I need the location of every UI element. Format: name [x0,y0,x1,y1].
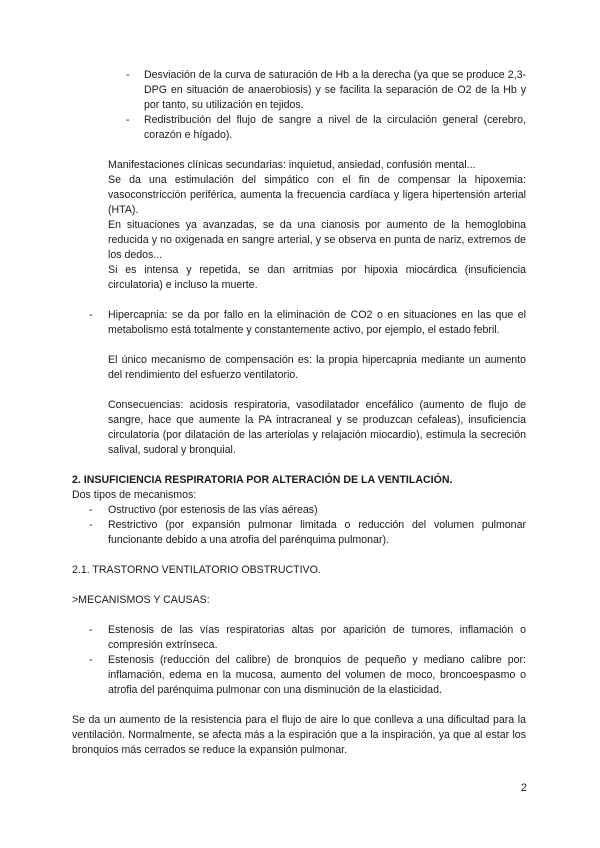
spacer [72,143,526,158]
subsection-subheading: >MECANISMOS Y CAUSAS: [72,594,210,606]
list-item [72,113,526,143]
top-bullet-list [72,68,526,143]
paragraph: Se da una estimulación del simpático con el fin de compensar la hipoxemia: vasoconstricción periférica, aumenta la frecuencia cardíaca y ligera hipertensión arterial (HTA). [108,174,526,216]
mechanism-list [72,503,526,548]
list-item-text: Estenosis (reducción del calibre) de bronquios de pequeño y mediano calibre por: inflamación, edema en la mucosa, aumento del volumen de moco, broncoespasmo o atrofia del parénquima pulmonar con una disminución de la elasticidad. [108,654,526,696]
list-item [72,308,526,338]
list-item-text: Redistribución del flujo de sangre a nivel de la circulación general (cerebro, corazón e hígado). [144,114,526,141]
list-item [72,503,526,518]
spacer [72,383,526,398]
subsection-heading: 2.1. TRASTORNO VENTILATORIO OBSTRUCTIVO. [72,564,321,576]
spacer [72,578,526,593]
spacer [72,458,526,473]
spacer [72,548,526,563]
spacer [72,293,526,308]
spacer [72,338,526,353]
list-item-text: Ostructivo (por estenosis de las vías aéreas) [108,504,318,516]
bullet-dash: - [89,519,93,531]
list-item-text: Estenosis de las vías respiratorias altas por aparición de tumores, inflamación o compresión extrínseca. [108,624,526,651]
list-item [72,653,526,698]
list-item [72,518,526,548]
spacer [72,698,526,713]
section-heading: 2. INSUFICIENCIA RESPIRATORIA POR ALTERACIÓN DE LA VENTILACIÓN. [72,474,453,486]
spacer [72,608,526,623]
paragraph: En situaciones ya avanzadas, se da una cianosis por aumento de la hemoglobina reducida y no oxigenada en sangre arterial, y se observa en punta de nariz, extremos de los dedos... [108,219,526,261]
page-content [72,68,526,758]
list-item-text: Desviación de la curva de saturación de Hb a la derecha (ya que se produce 2,3-DPG en situación de anaerobiosis) y se facilita la separación de O2 de la Hb y por tanto, su utilización en tejidos. [144,69,526,111]
list-item-text: Restrictivo (por expansión pulmonar limitada o reducción del volumen pulmonar funcionante debido a una atrofia del parénquima pulmonar). [108,519,526,546]
list-item [72,623,526,653]
paragraph: Se da un aumento de la resistencia para el flujo de aire lo que conlleva a una dificultad para la ventilación. Normalmente, se afecta más a la espiración que a la inspiración, ya que al estar los bronquios más cerrados se reduce la expansión pulmonar. [72,714,526,756]
causes-list [72,623,526,698]
list-item-text: Hipercapnia: se da por fallo en la eliminación de CO2 o en situaciones en las que el metabolismo está totalmente y constantemente activo, por ejemplo, el estado febril. [108,309,526,336]
paragraph: El único mecanismo de compensación es: la propia hipercapnia mediante un aumento del rendimiento del esfuerzo ventilatorio. [108,354,526,381]
bullet-dash: - [126,114,130,126]
hipercapnia-list [72,308,526,338]
paragraph: Dos tipos de mecanismos: [72,489,197,501]
paragraph: Manifestaciones clínicas secundarias: inquietud, ansiedad, confusión mental... [108,159,476,171]
bullet-dash: - [89,624,93,636]
bullet-dash: - [89,654,93,666]
page-number: 2 [520,782,527,794]
bullet-dash: - [89,504,93,516]
bullet-dash: - [126,69,130,81]
paragraph: Si es intensa y repetida, se dan arritmias por hipoxia miocárdica (insuficiencia circulatoria) e incluso la muerte. [108,264,526,291]
list-item [72,68,526,113]
bullet-dash: - [89,309,93,321]
paragraph: Consecuencias: acidosis respiratoria, vasodilatador encefálico (aumento de flujo de sangre, hace que aumente la PA intracraneal y se produzcan cefaleas), insuficiencia circulatoria (por dilatación de las arteriolas y relajación miocardio), estimula la secreción salival, sudoral y bronquial. [108,399,526,456]
